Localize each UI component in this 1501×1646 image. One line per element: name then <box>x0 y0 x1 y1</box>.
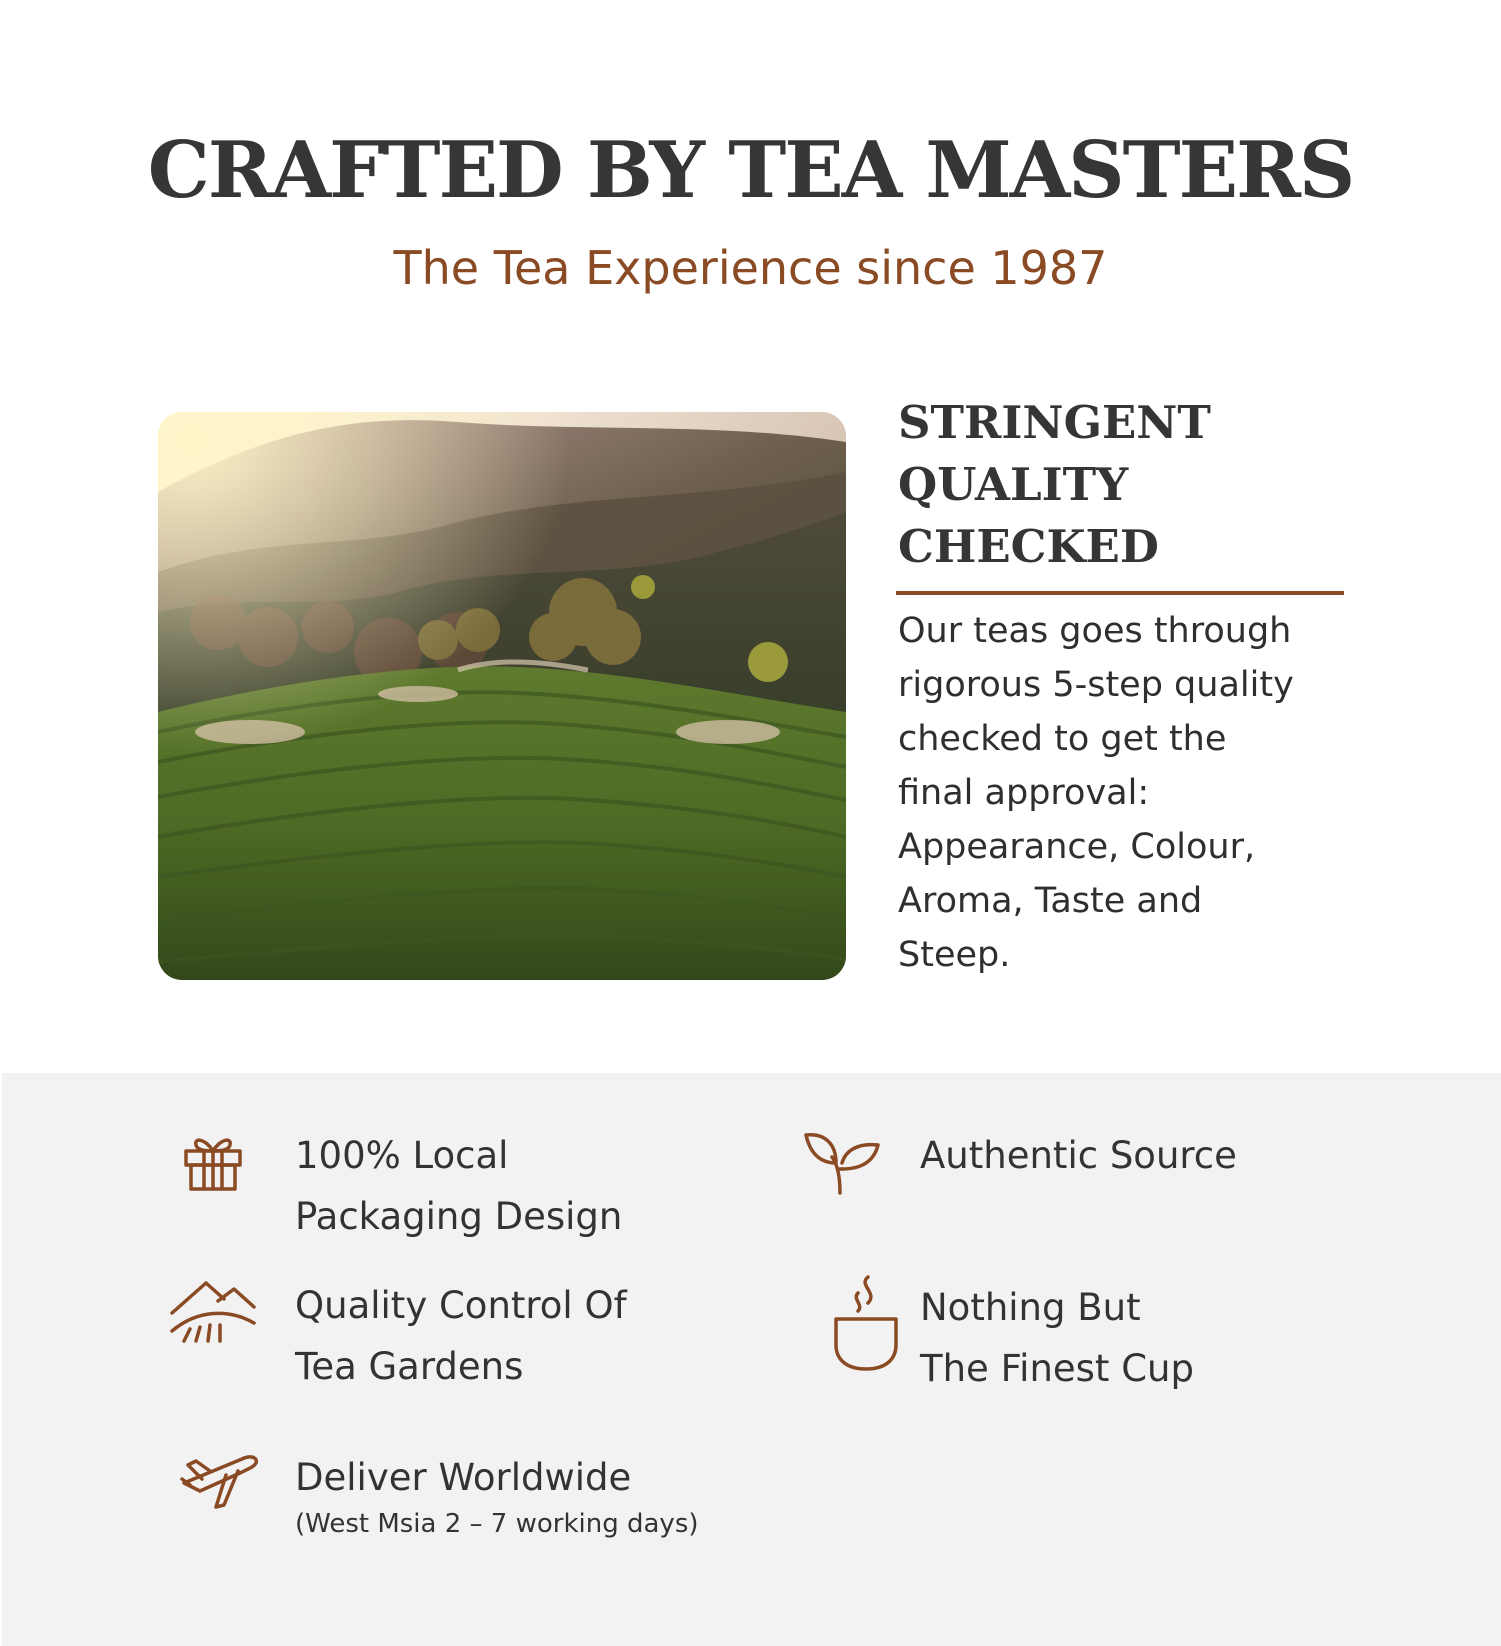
feature-label-line: Authentic Source <box>920 1134 1237 1177</box>
description-line: Aroma, Taste and <box>898 881 1203 921</box>
quality-heading-line: QUALITY <box>898 458 1129 511</box>
feature-label-line: Packaging Design <box>295 1195 623 1238</box>
description-line: Steep. <box>898 935 1011 975</box>
description-line: Our teas goes through <box>898 611 1292 651</box>
feature-label-line: Nothing But <box>920 1286 1141 1329</box>
feature-label-line: Quality Control Of <box>295 1284 627 1327</box>
delivery-note: (West Msia 2 – 7 working days) <box>295 1509 699 1539</box>
description-line: checked to get the <box>898 719 1227 759</box>
quality-heading-line: STRINGENT <box>898 396 1211 449</box>
feature-label-line: Deliver Worldwide <box>295 1456 632 1499</box>
feature-label-line: The Finest Cup <box>920 1347 1194 1390</box>
feature-label <box>920 1277 1194 1399</box>
feature-label-line: Tea Gardens <box>295 1345 524 1388</box>
tea-cup-icon <box>830 1275 902 1375</box>
feature-label-line: 100% Local <box>295 1134 509 1177</box>
heading-divider <box>896 591 1344 595</box>
quality-heading-line: CHECKED <box>898 520 1159 573</box>
description-line: Appearance, Colour, <box>898 827 1256 867</box>
features-panel <box>2 1073 1501 1646</box>
feature-label <box>295 1125 622 1247</box>
mountain-field-icon <box>168 1279 260 1343</box>
airplane-icon <box>180 1449 260 1511</box>
description-line: rigorous 5-step quality <box>898 665 1294 705</box>
description-line: final approval: <box>898 773 1150 813</box>
page-subtitle: The Tea Experience since 1987 <box>393 241 1108 295</box>
quality-heading <box>898 392 1358 578</box>
feature-label <box>295 1447 631 1508</box>
feature-label <box>920 1125 1237 1186</box>
gift-icon <box>180 1129 246 1195</box>
tea-plantation-image <box>158 412 846 980</box>
sprout-icon <box>802 1129 886 1195</box>
page-title: CRAFTED BY TEA MASTERS <box>147 125 1354 216</box>
feature-label <box>295 1275 627 1397</box>
quality-description <box>898 604 1368 982</box>
